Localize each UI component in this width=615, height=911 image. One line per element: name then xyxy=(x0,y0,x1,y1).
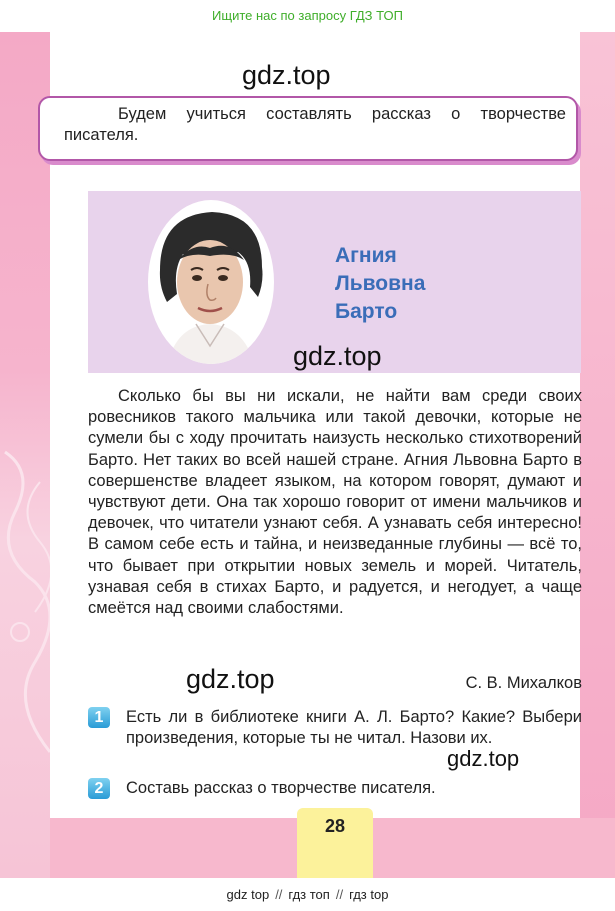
top-banner: Ищите нас по запросу ГДЗ ТОП xyxy=(212,8,403,23)
passage-author: С. В. Михалков xyxy=(465,674,582,692)
footer-separator: // xyxy=(275,887,283,902)
passage-text: Сколько бы вы ни искали, не найти вам среди своих ровесников такого мальчика или такой девочки, которые не сумели бы с ходу прочитать наизусть несколько стихотворений Барто. Нет таких во всей нашей стране. Агния Львовна Барто в совершенстве владеет языком, на котором говорят, думают и чувствуют дети. Она так хорошо говорит от имени мальчиков и девочек, что читатели узнают себя. А узнавать себя интересно! В самом себе есть и тайна, и неизведанные глубины — всё то, что бывает при открытии новых земель и морей. Читатель, узнавая себя в стихах Барто, и радуется, и негодует, а чаще смеётся над своими слабостями. xyxy=(88,387,582,618)
task-text: Есть ли в библиотеке книги А. Л. Барто? Какие? Выбери произведения, которые ты не читал. Назови их. xyxy=(126,708,582,747)
author-portrait xyxy=(148,200,274,364)
footer-link[interactable]: gdz top xyxy=(226,887,270,902)
watermark: gdz.top xyxy=(242,60,331,90)
task-2 xyxy=(88,778,582,799)
task-text: Составь рассказ о творчестве писателя. xyxy=(126,779,436,797)
watermark: gdz.top xyxy=(447,746,520,771)
watermark: gdz.top xyxy=(186,664,275,694)
author-last-name: Барто xyxy=(335,300,398,323)
footer xyxy=(0,878,615,911)
task-1 xyxy=(88,707,582,749)
footer-separator: // xyxy=(335,887,344,902)
watermark: gdz.top xyxy=(293,341,382,371)
page-number: 28 xyxy=(297,808,373,878)
author-first-name: Агния xyxy=(335,244,397,267)
author-name xyxy=(335,242,535,326)
right-decorative-band xyxy=(580,32,615,878)
author-patronymic: Львовна xyxy=(335,272,426,295)
footer-link[interactable]: гдз top xyxy=(349,887,389,902)
task-number-badge: 1 xyxy=(88,707,110,728)
footer-link[interactable]: гдз топ xyxy=(288,887,330,902)
task-number-badge: 2 xyxy=(88,778,110,799)
lesson-goal-text: Будем учиться составлять рассказ о творчестве писателя. xyxy=(64,105,566,144)
